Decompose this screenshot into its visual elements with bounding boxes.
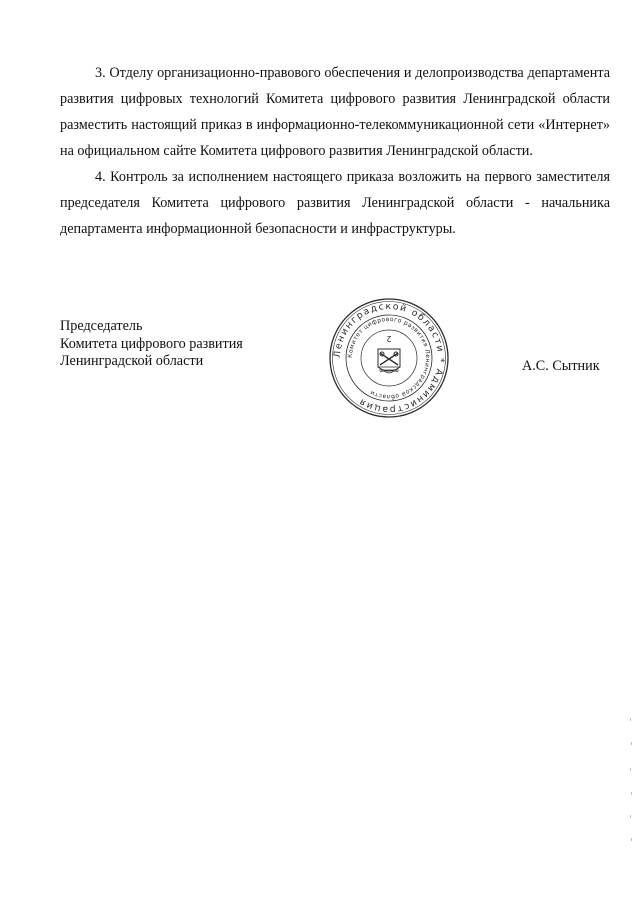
scan-speck (630, 768, 631, 771)
leningrad-oblast-coat-of-arms-icon (378, 349, 400, 373)
scan-speck (631, 792, 632, 795)
paragraph-4: 4. Контроль за исполнением настоящего приказа возложить на первого заместителя председателя Комитета цифрового развития Ленинградской области - начальника департамента информационной безопасности и инфраструктуры. (60, 169, 610, 237)
position-line-2: Комитета цифрового развития (60, 335, 243, 352)
seal-number: 2 (386, 334, 392, 343)
scan-speck (631, 838, 632, 841)
position-line-1: Председатель (60, 318, 143, 334)
position-line-3: Ленинградской области (60, 353, 204, 369)
scan-speck (630, 815, 631, 818)
official-seal (328, 297, 450, 419)
signatory-position (60, 318, 243, 371)
order-text (60, 60, 610, 242)
paragraph-3: 3. Отделу организационно-правового обеспечения и делопроизводства департамента развития цифровых технологий Комитета цифрового развития Ленинградской области разместить настоящий приказ в информационно-телекоммуникационной сети «Интернет» на официальном сайте Комитета цифрового развития Ленинградской области. (60, 65, 610, 159)
signatory-name: А.С. Сытник (522, 358, 600, 374)
scan-speck (631, 742, 632, 745)
seal-outer-text: Ленинградской области * Администрация (331, 300, 447, 416)
scan-speck (630, 718, 631, 721)
seal-inner-text: Комитет цифрового развития Ленинградской области (346, 315, 432, 401)
